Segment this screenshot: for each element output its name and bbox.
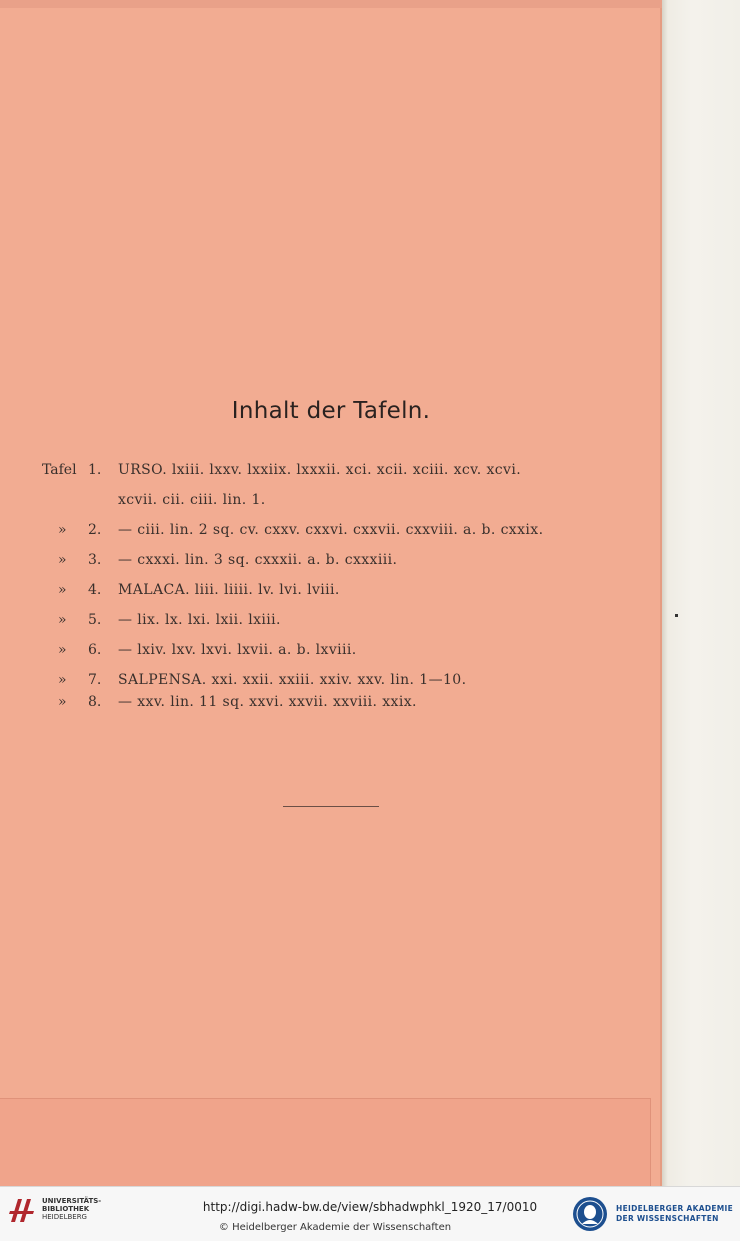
toc-row bbox=[0, 612, 662, 636]
page-title: Inhalt der Tafeln. bbox=[231, 398, 431, 424]
page-top-edge bbox=[0, 0, 662, 8]
margin-mark bbox=[675, 614, 678, 617]
toc-row-number: 4. bbox=[88, 582, 102, 598]
library-name-line-2: BIBLIOTHEK bbox=[42, 1205, 90, 1213]
toc-row-ditto: » bbox=[58, 582, 67, 598]
toc-row-number: 5. bbox=[88, 612, 102, 628]
academy-seal-icon[interactable] bbox=[572, 1196, 608, 1232]
toc-row-text: — ciii. lin. 2 sq. cv. cxxv. cxxvi. cxxvii. cxxviii. a. b. cxxix. bbox=[118, 522, 544, 538]
toc-row-text: MALACA. liii. liiii. lv. lvi. lviii. bbox=[118, 582, 340, 598]
viewer-footer bbox=[0, 1186, 740, 1241]
toc-row-number: 1. bbox=[88, 462, 102, 478]
toc-row-text: — lix. lx. lxi. lxii. lxiii. bbox=[118, 612, 281, 628]
academy-name-line-2: DER WISSENSCHAFTEN bbox=[616, 1214, 719, 1223]
toc-row-number: 7. bbox=[88, 672, 102, 688]
toc-row-number: 6. bbox=[88, 642, 102, 658]
toc-row bbox=[0, 552, 662, 576]
toc-row-text: — xxv. lin. 11 sq. xxvi. xxvii. xxviii. xxix. bbox=[118, 694, 417, 710]
toc-row-label: Tafel bbox=[42, 462, 77, 478]
toc-row bbox=[0, 642, 662, 666]
toc-row-number: 8. bbox=[88, 694, 102, 710]
toc-row-ditto: » bbox=[58, 672, 67, 688]
toc-row bbox=[0, 462, 662, 486]
toc-row-text: SALPENSA. xxi. xxii. xxiii. xxiv. xxv. lin. 1—10. bbox=[118, 672, 467, 688]
horizontal-rule bbox=[283, 806, 379, 807]
toc-row-ditto: » bbox=[58, 694, 67, 710]
toc-row bbox=[0, 522, 662, 546]
academy-name bbox=[616, 1204, 733, 1224]
toc-row-number: 2. bbox=[88, 522, 102, 538]
toc-row bbox=[0, 694, 662, 718]
toc-row-ditto: » bbox=[58, 552, 67, 568]
next-page-edge bbox=[662, 0, 740, 1186]
toc-row-text: URSO. lxiii. lxxv. lxxiix. lxxxii. xci. xcii. xciii. xcv. xcvi. bbox=[118, 462, 522, 478]
toc-row-text: — cxxxi. lin. 3 sq. cxxxii. a. b. cxxxiii. bbox=[118, 552, 398, 568]
toc-row-ditto: » bbox=[58, 642, 67, 658]
permalink-url[interactable]: http://digi.hadw-bw.de/view/sbhadwphkl_1920_17/0010 bbox=[202, 1200, 538, 1214]
toc-row-ditto: » bbox=[58, 612, 67, 628]
toc-row bbox=[0, 492, 662, 516]
toc-row-ditto: » bbox=[58, 522, 67, 538]
toc-row-text: xcvii. cii. ciii. lin. 1. bbox=[118, 492, 266, 508]
toc-row-text: — lxiv. lxv. lxvi. lxvii. a. b. lxviii. bbox=[118, 642, 357, 658]
academy-name-line-1: HEIDELBERGER AKADEMIE bbox=[616, 1204, 734, 1213]
copyright-notice: © Heidelberger Akademie der Wissenschaften bbox=[218, 1222, 452, 1233]
toc-row bbox=[0, 672, 662, 696]
folded-paper-flap bbox=[0, 1098, 651, 1186]
toc-row bbox=[0, 582, 662, 606]
library-name-line-3: HEIDELBERG bbox=[42, 1213, 87, 1221]
library-name-line-1: UNIVERSITÄTS- bbox=[42, 1197, 102, 1205]
toc-row-number: 3. bbox=[88, 552, 102, 568]
